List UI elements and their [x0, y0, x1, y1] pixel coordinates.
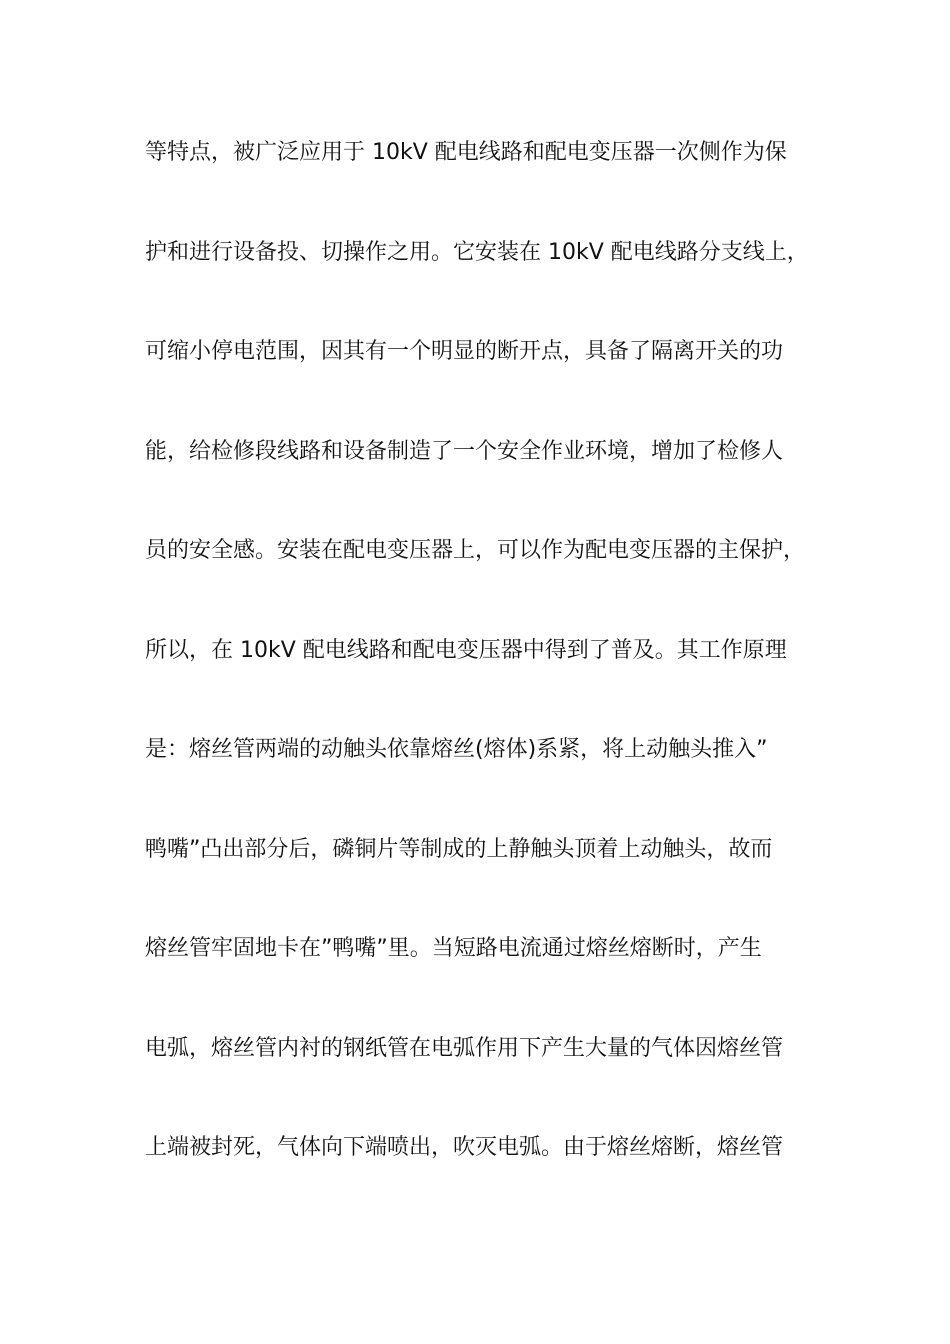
- text-line-5: 员的安全感。安装在配电变压器上，可以作为配电变压器的主保护，: [145, 538, 806, 563]
- text-line-6: 所以，在 10kV 配电线路和配电变压器中得到了普及。其工作原理: [145, 637, 787, 663]
- text-line-2: 护和进行设备投、切操作之用。它安装在 10kV 配电线路分支线上，: [145, 239, 809, 265]
- text-line-4: 能，给检修段线路和设备制造了一个安全作业环境，增加了检修人: [145, 438, 784, 464]
- text-line-11: 上端被封死，气体向下端喷出，吹灭电弧。由于熔丝熔断，熔丝管: [145, 1135, 784, 1160]
- text-line-7: 是：熔丝管两端的动触头依靠熔丝(熔体)系紧，将上动触头推入”: [145, 737, 768, 762]
- text-line-9: 熔丝管牢固地卡在”鸭嘴”里。当短路电流通过熔丝熔断时，产生: [145, 936, 762, 961]
- text-line-3: 可缩小停电范围，因其有一个明显的断开点，具备了隔离开关的功: [145, 339, 784, 364]
- body-text: [145, 130, 825, 1225]
- text-line-10: 电弧，熔丝管内衬的钢纸管在电弧作用下产生大量的气体因熔丝管: [145, 1035, 784, 1061]
- text-line-1: 等特点，被广泛应用于 10kV 配电线路和配电变压器一次侧作为保: [145, 140, 787, 165]
- text-line-8: 鸭嘴”凸出部分后，磷铜片等制成的上静触头顶着上动触头，故而: [145, 836, 773, 862]
